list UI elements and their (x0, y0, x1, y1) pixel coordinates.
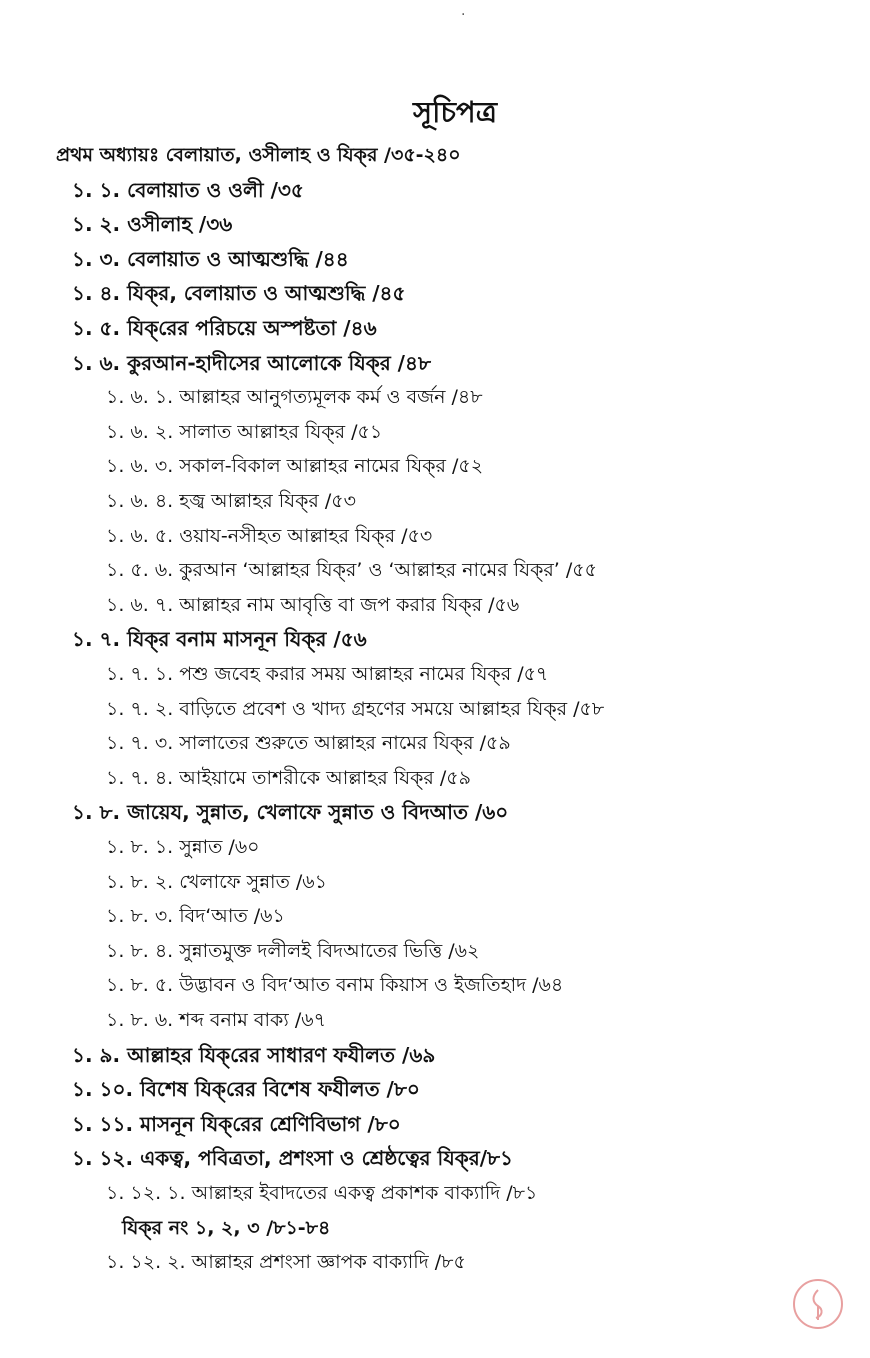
chapter-heading: প্রথম অধ্যায়ঃ বেলায়াত, ওসীলাহ ও যিক্‌র /৩৫-২৪০ (56, 144, 461, 166)
toc-subsection: ১. ৬. ১. আল্লাহর আনুগত্যমূলক কর্ম ও বর্জন /৪৮ (106, 386, 483, 409)
page-mark: · (461, 7, 466, 23)
toc-subsection: ১. ৭. ১. পশু জবেহ করার সময় আল্লাহর নামের যিক্‌র /৫৭ (106, 663, 549, 685)
toc-section: ১. ৯. আল্লাহর যিক্‌রের সাধারণ ফযীলত /৬৯ (72, 1042, 436, 1067)
toc-section: ১. ৭. যিক্‌র বনাম মাসনূন যিক্‌র /৫৬ (72, 627, 367, 652)
toc-subsection: ১. ৫. ৬. কুরআন ‘আল্লাহর যিক্‌র’ ও ‘আল্লাহর নামের যিক্‌র’ /৫৫ (106, 559, 597, 582)
toc-subsection: ১. ৬. ২. সালাত আল্লাহর যিক্‌র /৫১ (106, 420, 383, 443)
toc-section: ১. ৪. যিক্‌র, বেলায়াত ও আত্মশুদ্ধি /৪৫ (72, 281, 406, 306)
toc-subsection: ১. ৮. ৪. সুন্নাতমুক্ত দলীলই বিদআতের ভিত্তি /৬২ (106, 939, 480, 962)
toc-section: ১. ৮. জায়েয, সুন্নাত, খেলাফে সুন্নাত ও বিদআত /৬০ (72, 800, 509, 825)
toc-section: ১. ১০. বিশেষ যিক্‌রের বিশেষ ফযীলত /৮০ (72, 1077, 420, 1102)
toc-subsection: ১. ৭. ৩. সালাতের শুরুতে আল্লাহর নামের যিক্‌র /৫৯ (106, 732, 511, 755)
toc-section: ১. ২. ওসীলাহ /৩৬ (72, 212, 233, 237)
toc-subsection: ১. ৮. ৫. উদ্ভাবন ও বিদ‘আত বনাম কিয়াস ও ইজতিহাদ /৬৪ (106, 974, 564, 997)
toc-subsection: ১. ৮. ৬. শব্দ বনাম বাক্য /৬৭ (106, 1009, 326, 1031)
toc-subsection: ১. ১২. ১. আল্লাহর ইবাদতের একত্ব প্রকাশক বাক্যাদি /৮১ (106, 1182, 538, 1204)
toc-subsection: ১. ৭. ৪. আইয়ামে তাশরীকে আল্লাহর যিক্‌র /৫৯ (106, 766, 471, 789)
toc-section: ১. ৬. কুরআন-হাদীসের আলোকে যিক্‌র /৪৮ (72, 350, 431, 375)
toc-subsection: ১. ১২. ২. আল্লাহর প্রশংসা জ্ঞাপক বাক্যাদি /৮৫ (106, 1251, 466, 1274)
toc-subsection: ১. ৬. ৪. হজ্ব আল্লাহর যিক্‌র /৫৩ (106, 490, 356, 512)
toc-subsection: ১. ৮. ২. খেলাফে সুন্নাত /৬১ (106, 870, 327, 893)
watermark-logo-icon (792, 1278, 844, 1330)
toc-subsection: ১. ৬. ৩. সকাল-বিকাল আল্লাহর নামের যিক্‌র /৫২ (106, 455, 484, 478)
toc-section: ১. ৩. বেলায়াত ও আত্মশুদ্ধি /৪৪ (72, 246, 349, 271)
toc-subsection: ১. ৭. ২. বাড়িতে প্রবেশ ও খাদ্য গ্রহণের সময়ে আল্লাহর যিক্‌র /৫৮ (106, 697, 605, 720)
page-title: সূচিপত্র (412, 95, 498, 129)
toc-subsection: ১. ৮. ৩. বিদ‘আত /৬১ (106, 905, 285, 928)
toc-subsection: ১. ৬. ৭. আল্লাহর নাম আবৃত্তি বা জপ করার যিক্‌র /৫৬ (106, 593, 520, 616)
toc-subsection: ১. ৮. ১. সুন্নাত /৬০ (106, 836, 260, 858)
toc-subsection: যিক্‌র নং ১, ২, ৩ /৮১-৮৪ (122, 1216, 331, 1239)
toc-section: ১. ১২. একত্ব, পবিত্রতা, প্রশংসা ও শ্রেষ্ঠত্বের যিক্‌র/৮১ (72, 1146, 514, 1171)
toc-section: ১. ১১. মাসনূন যিক্‌রের শ্রেণিবিভাগ /৮০ (72, 1111, 401, 1136)
toc-subsection: ১. ৬. ৫. ওয়ায-নসীহত আল্লাহর যিক্‌র /৫৩ (106, 524, 433, 547)
toc-section: ১. ১. বেলায়াত ও ওলী /৩৫ (72, 177, 304, 202)
toc-section: ১. ৫. যিক্‌রের পরিচয়ে অস্পষ্টতা /৪৬ (72, 316, 377, 340)
